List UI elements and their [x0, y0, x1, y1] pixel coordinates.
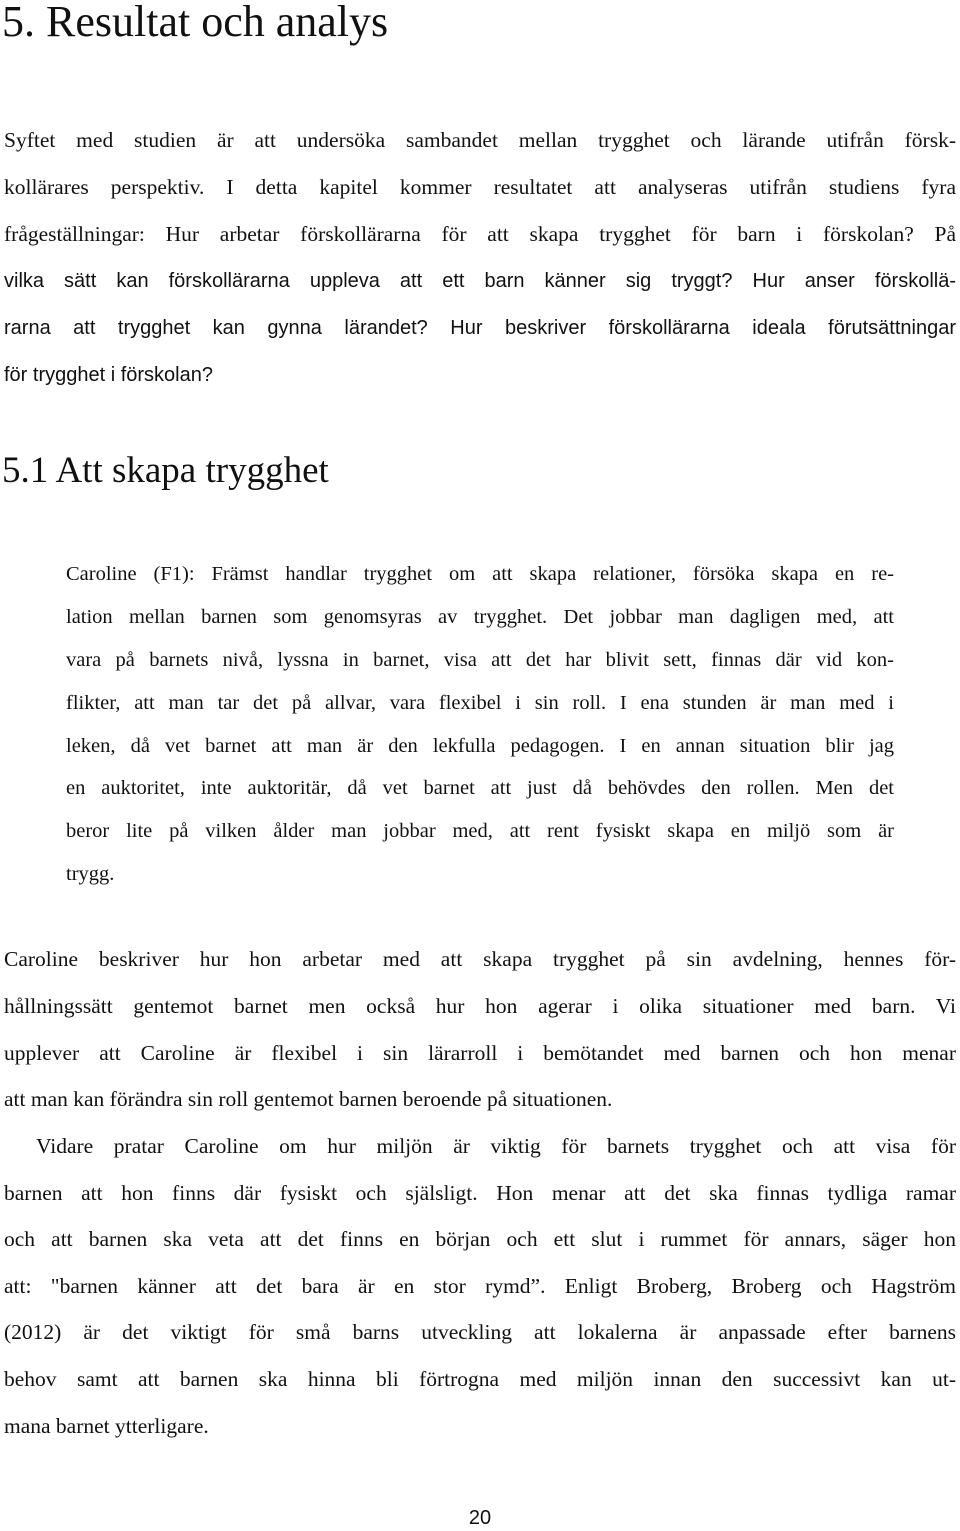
- body-line: upplever att Caroline är flexibel i sin lärarroll i bemötandet med barnen och hon menar: [4, 1041, 956, 1065]
- body-line: barnen att hon finns där fysiskt och själsligt. Hon menar att det ska finnas tydliga ramar: [4, 1181, 956, 1205]
- quote-line: Caroline (F1): Främst handlar trygghet om att skapa relationer, försöka skapa en re-: [66, 563, 894, 585]
- body-line: hållningssätt gentemot barnet men också hur hon agerar i olika situationer med barn. Vi: [4, 994, 956, 1018]
- quote-line: lation mellan barnen som genomsyras av trygghet. Det jobbar man dagligen med, att: [66, 606, 894, 628]
- quote-line: beror lite på vilken ålder man jobbar med, att rent fysiskt skapa en miljö som är: [66, 820, 894, 842]
- body-line: mana barnet ytterligare.: [4, 1414, 209, 1438]
- intro-line: kollärares perspektiv. I detta kapitel kommer resultatet att analyseras utifrån studiens fyra: [4, 175, 956, 199]
- body-line: att: "barnen känner att det bara är en stor rymd”. Enligt Broberg, Broberg och Hagström: [4, 1274, 956, 1298]
- quote-line: vara på barnets nivå, lyssna in barnet, visa att det har blivit sett, finnas där vid kon-: [66, 649, 894, 671]
- body-line: Vidare pratar Caroline om hur miljön är viktig för barnets trygghet och att visa för: [36, 1134, 956, 1158]
- body-line: Caroline beskriver hur hon arbetar med att skapa trygghet på sin avdelning, hennes för-: [4, 947, 956, 971]
- body-line: och att barnen ska veta att det finns en början och ett slut i rummet för annars, säger hon: [4, 1227, 956, 1251]
- intro-line: rarna att trygghet kan gynna lärandet? Hur beskriver förskollärarna ideala förutsättningar: [4, 317, 956, 339]
- body-line: (2012) är det viktigt för små barns utveckling att lokalerna är anpassade efter barnens: [4, 1320, 956, 1344]
- body-line: behov samt att barnen ska hinna bli förtrogna med miljön innan den successivt kan ut-: [4, 1367, 956, 1391]
- intro-line: vilka sätt kan förskollärarna uppleva att ett barn känner sig tryggt? Hur anser förskollä-: [4, 270, 956, 292]
- page-number: 20: [468, 1507, 492, 1529]
- quote-line: leken, då vet barnet att man är den lekfulla pedagogen. I en annan situation blir jag: [66, 735, 894, 757]
- intro-line: frågeställningar: Hur arbetar förskollärarna för att skapa trygghet för barn i förskolan? På: [4, 222, 956, 246]
- intro-line: för trygghet i förskolan?: [4, 364, 213, 386]
- intro-line: Syftet med studien är att undersöka sambandet mellan trygghet och lärande utifrån försk-: [4, 128, 956, 152]
- chapter-heading: 5. Resultat och analys: [2, 0, 389, 46]
- quote-line: trygg.: [66, 863, 115, 885]
- quote-line: flikter, att man tar det på allvar, vara flexibel i sin roll. I ena stunden är man med i: [66, 692, 894, 714]
- body-line: att man kan förändra sin roll gentemot barnen beroende på situationen.: [4, 1087, 613, 1111]
- section-heading: 5.1 Att skapa trygghet: [2, 450, 329, 491]
- quote-line: en auktoritet, inte auktoritär, då vet barnet att just då behövdes den rollen. Men det: [66, 777, 894, 799]
